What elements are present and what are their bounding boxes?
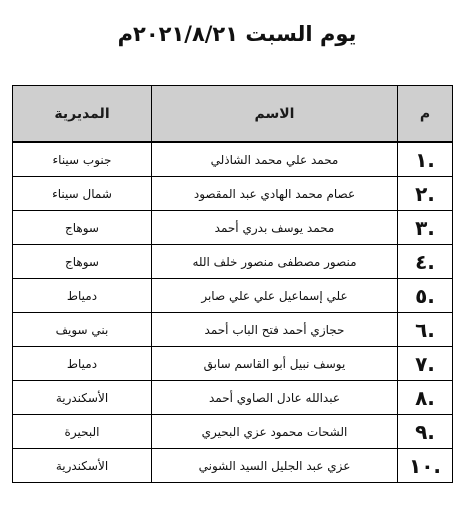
row-number: .٢ xyxy=(398,177,453,211)
row-directorate: جنوب سيناء xyxy=(13,142,152,177)
table-row xyxy=(13,245,453,279)
row-name: عصام محمد الهادي عبد المقصود xyxy=(152,177,398,211)
page-title: يوم السبت ٢٠٢١/٨/٢١م xyxy=(117,22,357,46)
row-directorate: سوهاج xyxy=(13,245,152,279)
row-number: .٤ xyxy=(398,245,453,279)
table-row xyxy=(13,177,453,211)
row-number: .٩ xyxy=(398,415,453,449)
row-name: عزي عبد الجليل السيد الشوني xyxy=(152,449,398,483)
table-header-row xyxy=(13,86,453,143)
table-row xyxy=(13,449,453,483)
row-number: .١٠ xyxy=(398,449,453,483)
column-header-number: م xyxy=(398,86,453,143)
table-row xyxy=(13,415,453,449)
row-directorate: سوهاج xyxy=(13,211,152,245)
row-number: .٣ xyxy=(398,211,453,245)
row-number: .٥ xyxy=(398,279,453,313)
row-name: يوسف نبيل أبو القاسم سابق xyxy=(152,347,398,381)
row-name: حجازي أحمد فتح الباب أحمد xyxy=(152,313,398,347)
roster-table xyxy=(12,85,453,483)
table-row xyxy=(13,381,453,415)
row-name: الشحات محمود عزي البحيري xyxy=(152,415,398,449)
row-name: عبدالله عادل الصاوي أحمد xyxy=(152,381,398,415)
table-row xyxy=(13,313,453,347)
row-directorate: الأسكندرية xyxy=(13,449,152,483)
row-name: منصور مصطفى منصور خلف الله xyxy=(152,245,398,279)
row-name: محمد علي محمد الشاذلي xyxy=(152,142,398,177)
roster-table-container xyxy=(12,85,452,483)
row-name: علي إسماعيل علي علي صابر xyxy=(152,279,398,313)
row-number: .١ xyxy=(398,142,453,177)
table-row xyxy=(13,211,453,245)
row-directorate: دمياط xyxy=(13,279,152,313)
table-row xyxy=(13,279,453,313)
row-number: .٦ xyxy=(398,313,453,347)
column-header-directorate: المديرية xyxy=(13,86,152,143)
row-number: .٧ xyxy=(398,347,453,381)
row-number: .٨ xyxy=(398,381,453,415)
row-directorate: دمياط xyxy=(13,347,152,381)
row-directorate: البحيرة xyxy=(13,415,152,449)
table-row xyxy=(13,142,453,177)
row-name: محمد يوسف بدري أحمد xyxy=(152,211,398,245)
column-header-name: الاسم xyxy=(152,86,398,143)
row-directorate: الأسكندرية xyxy=(13,381,152,415)
row-directorate: بني سويف xyxy=(13,313,152,347)
table-row xyxy=(13,347,453,381)
row-directorate: شمال سيناء xyxy=(13,177,152,211)
